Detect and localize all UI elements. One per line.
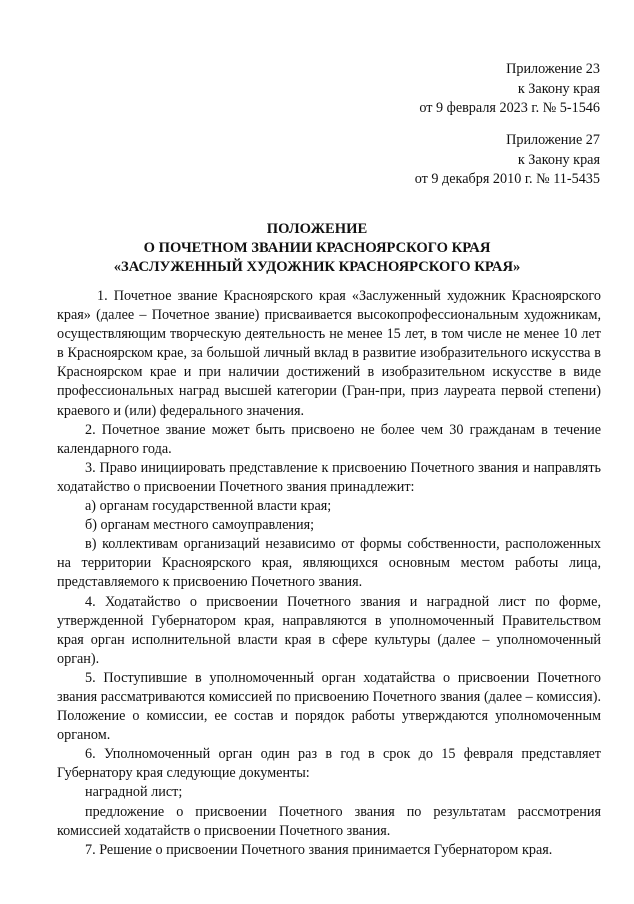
appendix-current-header [419, 60, 600, 119]
paragraph-4: 4. Ходатайство о присвоении Почетного звания и наградной лист по форме, утвержденной Губернатором края, направляются в уполномоченный Правительством края орган исполнительной власти края в сфере культуры (далее – уполномоченный орган). [57, 593, 601, 667]
title-line-3: «ЗАСЛУЖЕННЫЙ ХУДОЖНИК КРАСНОЯРСКОГО КРАЯ» [113, 259, 521, 275]
document-title [0, 220, 634, 277]
paragraph-3-item-a: а) органам государственной власти края; [85, 498, 332, 515]
paragraph-6-item-2: предложение о присвоении Почетного звания по результатам рассмотрения комиссией ходатайств о присвоении Почетного звания. [57, 803, 601, 839]
paragraph-7: 7. Решение о присвоении Почетного звания принимается Губернатором края. [85, 841, 553, 858]
paragraph-1: 1. Почетное звание Красноярского края «Заслуженный художник Красноярского края» (далее – Почетное звание) присваивается высокопрофессиональным художникам, осуществляющим творческую деятельность не менее 15 лет, в том числе не менее 10 лет в Красноярском крае, за большой личный вклад в развитие изобразительного искусства в Красноярском крае и при наличии достижений в изобразительном искусстве в виде профессиональных наград высшей категории (Гран-при, приз лауреата первой степени) краевого и (или) федерального значения. [57, 288, 601, 419]
paragraph-6-item-1: наградной лист; [85, 784, 183, 801]
paragraph-2: 2. Почетное звание может быть присвоено не более чем 30 гражданам в течение календарного года. [57, 421, 601, 457]
appendix-law-ref: к Закону края [517, 80, 600, 97]
appendix-number: Приложение 27 [506, 132, 600, 148]
paragraph-3: 3. Право инициировать представление к присвоению Почетного звания и направлять ходатайство о присвоении Почетного звания принадлежит: [57, 459, 601, 495]
appendix-number: Приложение 23 [506, 61, 600, 77]
appendix-law-date: от 9 декабря 2010 г. № 11-5435 [414, 171, 600, 187]
paragraph-5: 5. Поступившие в уполномоченный орган ходатайства о присвоении Почетного звания рассматриваются комиссией по присвоению Почетного звания (далее – комиссия). Положение о комиссии, ее состав и порядок работы утверждаются уполномоченным органом. [57, 669, 601, 744]
paragraph-6: 6. Уполномоченный орган один раз в год в срок до 15 февраля представляет Губернатору края следующие документы: [57, 746, 601, 782]
title-line-2: О ПОЧЕТНОМ ЗВАНИИ КРАСНОЯРСКОГО КРАЯ [143, 240, 491, 256]
paragraph-3-item-b: б) органам местного самоуправления; [85, 517, 315, 534]
title-line-1: ПОЛОЖЕНИЕ [266, 221, 368, 237]
paragraph-3-item-c: в) коллективам организаций независимо от формы собственности, расположенных на территории Красноярского края, являющихся основным местом работы лица, представляемого к присвоению Почетного звания. [57, 536, 601, 591]
appendix-law-date: от 9 февраля 2023 г. № 5-1546 [419, 100, 600, 116]
appendix-law-ref: к Закону края [517, 151, 600, 168]
appendix-original-header [415, 131, 600, 190]
document-body [57, 287, 601, 860]
